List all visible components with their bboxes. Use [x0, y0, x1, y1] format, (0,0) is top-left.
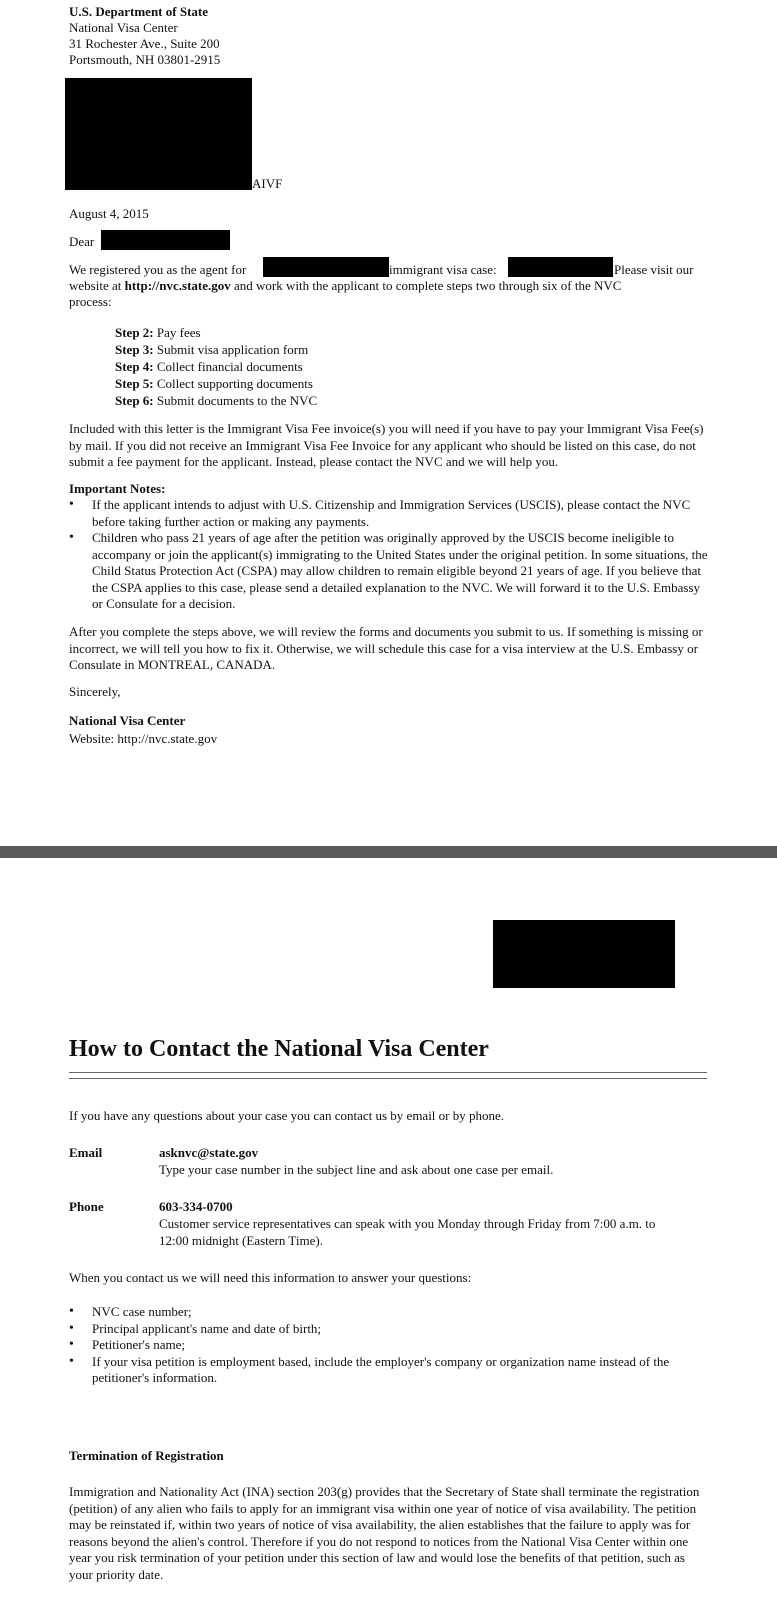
- sender-center: National Visa Center: [69, 20, 178, 35]
- need-info-text: When you contact us we will need this information to answer your questions:: [69, 1270, 472, 1285]
- email-label: Email: [69, 1145, 103, 1160]
- step-label: Step 2:: [115, 325, 154, 340]
- step-text: Pay fees: [156, 325, 201, 340]
- info-item: • NVC case number;: [92, 1304, 692, 1321]
- info-list: [92, 1304, 692, 1387]
- sender-address-line1: 31 Rochester Ave., Suite 200: [69, 36, 220, 51]
- included-paragraph: Included with this letter is the Immigrant Visa Fee invoice(s) you will need if you have to pay your Immigrant Visa Fee(s) by mail. If you did not receive an Immigrant Visa Fee Invoice for any applicant who should be listed on this case, do not submit a fee payment for the applicant. Instead, please contact the NVC and we will help you.: [69, 421, 704, 469]
- redacted-case-number: [508, 257, 613, 277]
- salutation: Dear: [69, 234, 95, 249]
- note-item: • Children who pass 21 years of age after the petition was originally approved by the USCIS become ineligible to accompany or join the applicant(s) immigrating to the United States under the original petition. In some situations, the Child Status Protection Act (CSPA) may allow children to remain eligible beyond 21 years of age. If you believe that the CSPA applies to this case, please send a detailed explanation to the NVC. We will forward it to the U.S. Embassy or Consulate for a decision.: [92, 530, 708, 613]
- phone-label: Phone: [69, 1199, 104, 1214]
- important-notes-heading: Important Notes:: [69, 481, 166, 496]
- termination-text: Immigration and Nationality Act (INA) section 203(g) provides that the Secretary of State shall terminate the registration (petition) of any alien who fails to apply for an immigrant visa within one year of notice of visa availability. The petition may be reinstated if, within two years of notice of visa availability, the alien establishes that the failure to apply was for reasons beyond the alien's control. Therefore if you do not respond to notices from the National Visa Center within one year you risk termination of your petition under this section of law and would lose the benefits of that petition, such as your priority date.: [69, 1484, 700, 1582]
- email-note: Type your case number in the subject line and ask about one case per email.: [159, 1162, 554, 1177]
- letter-date: August 4, 2015: [69, 206, 149, 221]
- step-label: Step 6:: [115, 393, 154, 408]
- signature: National Visa Center: [69, 713, 186, 728]
- step-item: [115, 325, 201, 342]
- redacted-barcode: [493, 920, 675, 988]
- info-item: • Principal applicant's name and date of birth;: [92, 1321, 692, 1338]
- closing: Sincerely,: [69, 684, 121, 699]
- after-paragraph: After you complete the steps above, we will review the forms and documents you submit to us. If something is missing or incorrect, we will tell you how to fix it. Otherwise, we will schedule this case for a visa interview at the U.S. Embassy or Consulate in MONTREAL, CANADA.: [69, 624, 703, 672]
- page-title: How to Contact the National Visa Center: [69, 1036, 489, 1062]
- info-item: • Petitioner's name;: [92, 1337, 692, 1354]
- intro-line2-start: website at: [69, 278, 125, 293]
- sender-org: U.S. Department of State: [69, 4, 209, 19]
- intro-line2-rest: and work with the applicant to complete steps two through six of the NVC: [230, 278, 622, 293]
- step-text: Collect financial documents: [156, 359, 303, 374]
- intro-part1: We registered you as the agent for: [69, 262, 247, 277]
- letter-code: AIVF: [252, 176, 283, 191]
- intro-line2: [69, 278, 621, 295]
- email-value[interactable]: asknvc@state.gov: [159, 1145, 259, 1160]
- redacted-recipient-block: [65, 78, 252, 190]
- note-item: • If the applicant intends to adjust with U.S. Citizenship and Immigration Services (USCIS), please contact the NVC before taking further action or making any payments.: [92, 497, 708, 530]
- intro-line3: process:: [69, 294, 112, 309]
- contact-intro: If you have any questions about your case you can contact us by email or by phone.: [69, 1108, 505, 1123]
- intro-part2: immigrant visa case:: [389, 262, 497, 277]
- phone-value: 603-334-0700: [159, 1199, 233, 1214]
- website-line: Website: http://nvc.state.gov: [69, 731, 218, 746]
- redacted-name: [101, 230, 230, 250]
- step-text: Submit documents to the NVC: [156, 393, 318, 408]
- step-item: [115, 359, 303, 376]
- step-text: Collect supporting documents: [156, 376, 313, 391]
- important-notes-list: [92, 497, 708, 613]
- info-item: • If your visa petition is employment based, include the employer's company or organization name instead of the petitioner's information.: [92, 1354, 692, 1387]
- step-label: Step 3:: [115, 342, 154, 357]
- intro-url[interactable]: http://nvc.state.gov: [124, 278, 231, 293]
- step-text: Submit visa application form: [156, 342, 309, 357]
- title-rule: [69, 1072, 707, 1079]
- step-item: [115, 376, 313, 393]
- redacted-applicant: [263, 257, 389, 277]
- step-item: [115, 342, 308, 359]
- phone-note: Customer service representatives can speak with you Monday through Friday from 7:00 a.m. to 12:00 midnight (Eastern Time).: [159, 1216, 656, 1248]
- step-label: Step 4:: [115, 359, 154, 374]
- termination-heading: Termination of Registration: [69, 1448, 224, 1463]
- step-item: [115, 393, 317, 410]
- sender-address-line2: Portsmouth, NH 03801-2915: [69, 52, 221, 67]
- intro-part3: Please visit our: [614, 262, 694, 277]
- page-divider: [0, 846, 777, 858]
- step-label: Step 5:: [115, 376, 154, 391]
- letter-page-2: [0, 858, 777, 1600]
